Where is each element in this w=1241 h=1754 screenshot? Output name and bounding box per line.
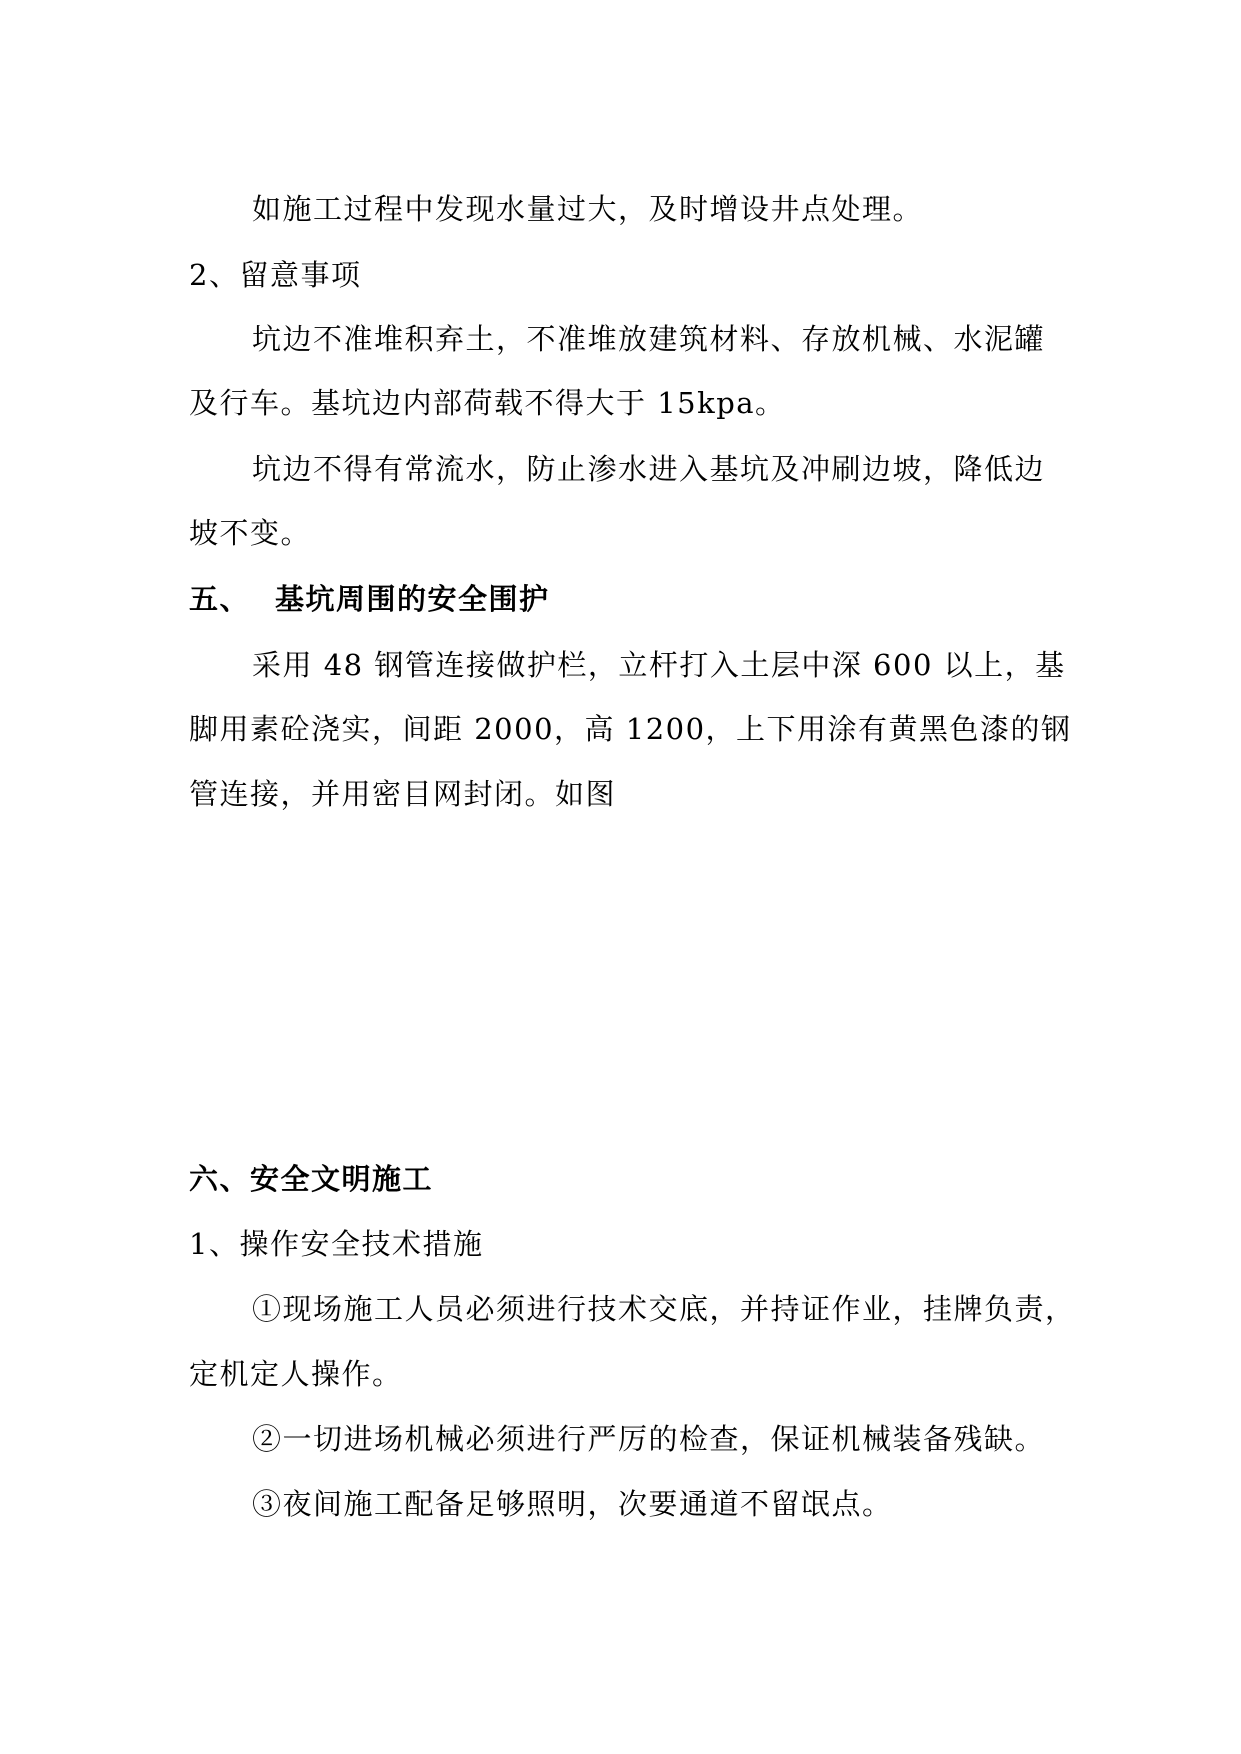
section-6-item-1-line-2: 定机定人操作。: [189, 1357, 403, 1391]
section-6-heading: 六、安全文明施工: [189, 1162, 434, 1196]
section-5-line-3: 管连接，并用密目网封闭。如图: [189, 777, 617, 811]
section-5-line-1: 采用 48 钢管连接做护栏，立杆打入土层中深 600 以上，基: [252, 648, 1066, 682]
section-6-item-1-line-1: ①现场施工人员必须进行技术交底，并持证作业，挂牌负责，: [252, 1292, 1076, 1326]
section-5-title: 基坑周围的安全围护: [275, 582, 550, 616]
section-5-heading: [189, 581, 1069, 617]
section-5-number: 五、: [189, 582, 251, 616]
paragraph-water-flow-line-1: 坑边不得有常流水，防止渗水进入基坑及冲刷边坡，降低边: [252, 452, 1046, 486]
section-6-subheading: 1、操作安全技术措施: [189, 1227, 484, 1261]
section-6-item-2: ②一切进场机械必须进行严厉的检查，保证机械装备残缺。: [252, 1422, 1046, 1456]
paragraph-pit-edge-line-2: 及行车。基坑边内部荷载不得大于 15kpa。: [189, 386, 786, 420]
paragraph-pit-edge-line-1: 坑边不准堆积弃土，不准堆放建筑材料、存放机械、水泥罐: [252, 322, 1046, 356]
paragraph-water-treatment: 如施工过程中发现水量过大，及时增设井点处理。: [252, 192, 924, 226]
paragraph-water-flow-line-2: 坡不变。: [189, 516, 312, 550]
section-5-line-2: 脚用素砼浇实，间距 2000，高 1200，上下用涂有黄黑色漆的钢: [189, 712, 1072, 746]
section-6-item-3: ③夜间施工配备足够照明，次要通道不留氓点。: [252, 1487, 893, 1521]
subheading-precautions: 2、留意事项: [189, 258, 362, 292]
